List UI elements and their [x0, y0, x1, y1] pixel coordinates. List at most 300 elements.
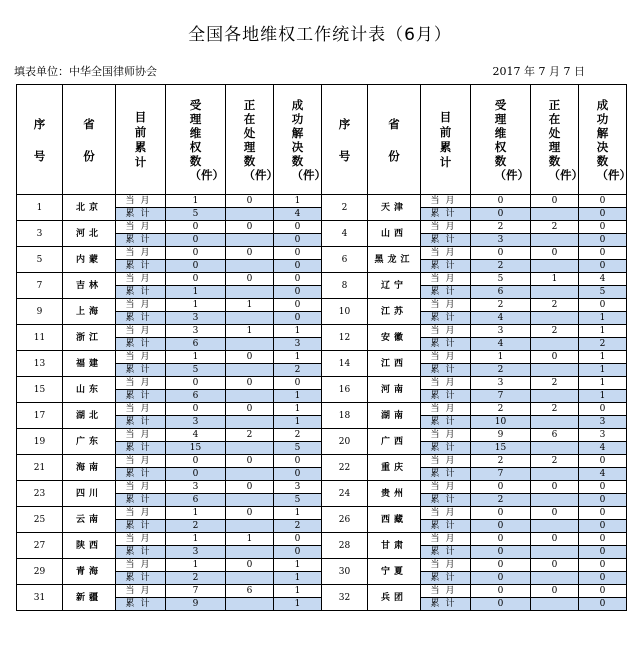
cell-accepted: 6 [471, 286, 531, 299]
cell-resolved: 0 [274, 273, 322, 286]
cell-resolved: 0 [274, 533, 322, 546]
row-seq: 21 [17, 455, 63, 481]
row-seq: 11 [17, 325, 63, 351]
row-province: 山东 [63, 377, 116, 403]
row-kind-cumulative: 累计 [421, 338, 471, 351]
row-kind-month: 当月 [116, 221, 166, 234]
row-province: 宁夏 [368, 559, 421, 585]
header-resolved: 成功解决数（件） [579, 85, 627, 195]
cell-resolved: 0 [274, 286, 322, 299]
cell-processing [531, 416, 579, 429]
row-seq: 24 [322, 481, 368, 507]
cell-resolved: 1 [579, 364, 627, 377]
cell-resolved: 1 [274, 572, 322, 585]
cell-resolved: 2 [274, 429, 322, 442]
cell-accepted: 0 [166, 234, 226, 247]
header-seq: 序号 [322, 85, 368, 195]
cell-accepted: 1 [166, 559, 226, 572]
cell-accepted: 1 [166, 286, 226, 299]
cell-processing: 0 [531, 533, 579, 546]
cell-resolved: 5 [579, 286, 627, 299]
cell-processing: 6 [226, 585, 274, 598]
table-row [17, 507, 627, 520]
cell-resolved: 0 [579, 559, 627, 572]
row-kind-month: 当月 [116, 481, 166, 494]
row-kind-cumulative: 累计 [116, 312, 166, 325]
cell-resolved: 0 [579, 520, 627, 533]
row-seq: 19 [17, 429, 63, 455]
cell-resolved: 4 [579, 442, 627, 455]
cell-resolved: 0 [579, 221, 627, 234]
row-seq: 10 [322, 299, 368, 325]
row-kind-month: 当月 [116, 429, 166, 442]
cell-processing [531, 286, 579, 299]
cell-accepted: 1 [166, 533, 226, 546]
cell-resolved: 0 [579, 598, 627, 611]
cell-accepted: 6 [166, 338, 226, 351]
cell-resolved: 4 [579, 468, 627, 481]
row-province: 重庆 [368, 455, 421, 481]
cell-processing [531, 520, 579, 533]
cell-processing [226, 208, 274, 221]
cell-resolved: 0 [274, 546, 322, 559]
cell-processing [531, 546, 579, 559]
cell-processing: 0 [531, 585, 579, 598]
row-seq: 15 [17, 377, 63, 403]
cell-processing [226, 390, 274, 403]
cell-processing [226, 286, 274, 299]
cell-resolved: 0 [579, 247, 627, 260]
row-seq: 22 [322, 455, 368, 481]
cell-processing [531, 364, 579, 377]
row-seq: 14 [322, 351, 368, 377]
cell-accepted: 0 [471, 520, 531, 533]
cell-resolved: 1 [579, 390, 627, 403]
cell-processing: 0 [226, 351, 274, 364]
cell-resolved: 1 [579, 312, 627, 325]
cell-resolved: 0 [579, 546, 627, 559]
cell-resolved: 1 [274, 585, 322, 598]
row-seq: 31 [17, 585, 63, 611]
cell-processing: 6 [531, 429, 579, 442]
row-kind-month: 当月 [421, 403, 471, 416]
cell-processing: 0 [226, 195, 274, 208]
cell-accepted: 1 [166, 507, 226, 520]
row-kind-cumulative: 累计 [421, 312, 471, 325]
header-province: 省份 [63, 85, 116, 195]
row-kind-month: 当月 [116, 195, 166, 208]
row-province: 内蒙 [63, 247, 116, 273]
cell-accepted: 3 [471, 325, 531, 338]
row-kind-cumulative: 累计 [116, 364, 166, 377]
cell-resolved: 0 [579, 481, 627, 494]
cell-accepted: 0 [166, 260, 226, 273]
cell-accepted: 0 [471, 481, 531, 494]
row-province: 广东 [63, 429, 116, 455]
cell-processing: 2 [531, 221, 579, 234]
cell-accepted: 2 [471, 299, 531, 312]
cell-resolved: 0 [579, 585, 627, 598]
row-province: 甘肃 [368, 533, 421, 559]
header-resolved: 成功解决数（件） [274, 85, 322, 195]
cell-accepted: 4 [166, 429, 226, 442]
cell-processing: 0 [226, 403, 274, 416]
cell-processing [531, 312, 579, 325]
cell-resolved: 1 [274, 351, 322, 364]
cell-accepted: 0 [471, 195, 531, 208]
cell-resolved: 1 [579, 351, 627, 364]
cell-accepted: 15 [471, 442, 531, 455]
row-seq: 4 [322, 221, 368, 247]
cell-accepted: 4 [471, 338, 531, 351]
row-kind-cumulative: 累计 [421, 390, 471, 403]
row-seq: 12 [322, 325, 368, 351]
row-kind-cumulative: 累计 [421, 520, 471, 533]
cell-resolved: 0 [274, 299, 322, 312]
cell-resolved: 1 [274, 390, 322, 403]
cell-resolved: 0 [274, 312, 322, 325]
cell-resolved: 0 [274, 455, 322, 468]
header-province: 省份 [368, 85, 421, 195]
row-kind-month: 当月 [421, 533, 471, 546]
cell-accepted: 3 [166, 481, 226, 494]
cell-resolved: 0 [579, 403, 627, 416]
row-seq: 25 [17, 507, 63, 533]
header-period: 目前累计 [421, 85, 471, 195]
row-seq: 20 [322, 429, 368, 455]
row-province: 浙江 [63, 325, 116, 351]
header-accepted: 受理维权数（件） [166, 85, 226, 195]
cell-processing: 0 [531, 195, 579, 208]
cell-resolved: 0 [274, 221, 322, 234]
cell-processing [226, 546, 274, 559]
cell-processing [531, 390, 579, 403]
cell-resolved: 1 [274, 598, 322, 611]
cell-accepted: 7 [471, 390, 531, 403]
cell-resolved: 4 [579, 273, 627, 286]
row-kind-cumulative: 累计 [116, 286, 166, 299]
cell-resolved: 1 [579, 325, 627, 338]
cell-processing: 0 [531, 351, 579, 364]
row-kind-cumulative: 累计 [116, 520, 166, 533]
cell-processing [531, 338, 579, 351]
row-kind-month: 当月 [116, 533, 166, 546]
row-province: 福建 [63, 351, 116, 377]
cell-resolved: 1 [274, 403, 322, 416]
cell-accepted: 4 [471, 312, 531, 325]
cell-processing [531, 260, 579, 273]
row-kind-month: 当月 [421, 429, 471, 442]
row-seq: 3 [17, 221, 63, 247]
cell-processing: 1 [531, 273, 579, 286]
cell-processing [531, 442, 579, 455]
cell-accepted: 0 [166, 403, 226, 416]
row-kind-month: 当月 [421, 247, 471, 260]
row-kind-cumulative: 累计 [421, 598, 471, 611]
cell-processing [531, 598, 579, 611]
cell-processing [226, 312, 274, 325]
row-kind-month: 当月 [421, 377, 471, 390]
table-row [17, 455, 627, 468]
row-kind-month: 当月 [421, 221, 471, 234]
cell-accepted: 0 [166, 377, 226, 390]
row-kind-month: 当月 [116, 403, 166, 416]
cell-accepted: 6 [166, 494, 226, 507]
cell-resolved: 0 [579, 208, 627, 221]
row-province: 青海 [63, 559, 116, 585]
header-processing: 正在处理数（件） [226, 85, 274, 195]
cell-accepted: 5 [166, 208, 226, 221]
row-kind-cumulative: 累计 [116, 338, 166, 351]
cell-resolved: 0 [579, 494, 627, 507]
cell-processing: 0 [531, 481, 579, 494]
cell-accepted: 5 [471, 273, 531, 286]
cell-resolved: 0 [579, 260, 627, 273]
row-province: 辽宁 [368, 273, 421, 299]
row-province: 新疆 [63, 585, 116, 611]
table-row [17, 221, 627, 234]
cell-resolved: 3 [274, 338, 322, 351]
cell-processing: 0 [531, 247, 579, 260]
row-seq: 32 [322, 585, 368, 611]
cell-processing: 0 [226, 221, 274, 234]
row-kind-cumulative: 累计 [116, 546, 166, 559]
cell-accepted: 7 [471, 468, 531, 481]
cell-accepted: 2 [166, 572, 226, 585]
cell-accepted: 10 [471, 416, 531, 429]
row-kind-cumulative: 累计 [421, 546, 471, 559]
table-row [17, 533, 627, 546]
cell-resolved: 3 [274, 481, 322, 494]
cell-accepted: 0 [471, 559, 531, 572]
cell-processing: 1 [226, 325, 274, 338]
row-province: 上海 [63, 299, 116, 325]
cell-processing: 2 [531, 299, 579, 312]
cell-resolved: 2 [274, 364, 322, 377]
cell-accepted: 15 [166, 442, 226, 455]
cell-resolved: 0 [579, 299, 627, 312]
cell-processing: 0 [226, 247, 274, 260]
cell-processing [226, 364, 274, 377]
row-kind-cumulative: 累计 [421, 572, 471, 585]
cell-accepted: 7 [166, 585, 226, 598]
cell-processing [226, 468, 274, 481]
cell-resolved: 5 [274, 494, 322, 507]
cell-accepted: 0 [166, 247, 226, 260]
row-seq: 16 [322, 377, 368, 403]
cell-resolved: 0 [579, 455, 627, 468]
cell-resolved: 4 [274, 208, 322, 221]
row-kind-cumulative: 累计 [421, 234, 471, 247]
cell-resolved: 0 [579, 533, 627, 546]
row-kind-month: 当月 [116, 247, 166, 260]
cell-accepted: 9 [166, 598, 226, 611]
cell-processing [226, 442, 274, 455]
cell-accepted: 0 [166, 455, 226, 468]
table-row [17, 585, 627, 598]
cell-accepted: 3 [166, 325, 226, 338]
cell-processing: 2 [531, 377, 579, 390]
table-row [17, 377, 627, 390]
cell-resolved: 3 [579, 416, 627, 429]
cell-resolved: 0 [579, 572, 627, 585]
cell-resolved: 0 [274, 247, 322, 260]
cell-processing: 0 [226, 455, 274, 468]
table-body [17, 195, 627, 611]
row-seq: 27 [17, 533, 63, 559]
cell-processing: 0 [226, 481, 274, 494]
cell-accepted: 1 [166, 299, 226, 312]
cell-processing [226, 494, 274, 507]
row-kind-month: 当月 [116, 351, 166, 364]
row-province: 云南 [63, 507, 116, 533]
cell-processing: 0 [226, 559, 274, 572]
row-province: 河南 [368, 377, 421, 403]
row-province: 吉林 [63, 273, 116, 299]
table-row [17, 429, 627, 442]
row-kind-cumulative: 累计 [421, 442, 471, 455]
cell-accepted: 0 [471, 546, 531, 559]
row-kind-month: 当月 [116, 377, 166, 390]
cell-accepted: 1 [166, 351, 226, 364]
cell-processing: 0 [531, 507, 579, 520]
cell-accepted: 3 [471, 234, 531, 247]
cell-resolved: 0 [274, 468, 322, 481]
header-row [17, 85, 627, 195]
row-kind-month: 当月 [421, 195, 471, 208]
table-row [17, 299, 627, 312]
row-kind-cumulative: 累计 [421, 468, 471, 481]
cell-processing: 2 [226, 429, 274, 442]
row-kind-cumulative: 累计 [116, 468, 166, 481]
row-seq: 18 [322, 403, 368, 429]
row-kind-cumulative: 累计 [116, 442, 166, 455]
row-kind-month: 当月 [421, 351, 471, 364]
cell-processing [531, 572, 579, 585]
row-seq: 23 [17, 481, 63, 507]
row-kind-month: 当月 [116, 507, 166, 520]
row-kind-cumulative: 累计 [421, 416, 471, 429]
cell-accepted: 0 [166, 468, 226, 481]
row-kind-cumulative: 累计 [116, 494, 166, 507]
row-province: 安徽 [368, 325, 421, 351]
table-row [17, 195, 627, 208]
table-row [17, 559, 627, 572]
cell-resolved: 3 [579, 429, 627, 442]
cell-resolved: 5 [274, 442, 322, 455]
cell-processing: 2 [531, 403, 579, 416]
cell-processing: 0 [226, 507, 274, 520]
cell-processing [226, 598, 274, 611]
cell-resolved: 2 [274, 520, 322, 533]
row-kind-month: 当月 [421, 507, 471, 520]
row-province: 天津 [368, 195, 421, 221]
cell-accepted: 3 [471, 377, 531, 390]
cell-processing [531, 468, 579, 481]
row-province: 四川 [63, 481, 116, 507]
cell-processing [531, 234, 579, 247]
row-province: 江西 [368, 351, 421, 377]
table-row [17, 273, 627, 286]
cell-processing [531, 494, 579, 507]
row-kind-month: 当月 [421, 325, 471, 338]
cell-processing: 1 [226, 533, 274, 546]
row-province: 湖北 [63, 403, 116, 429]
row-kind-month: 当月 [421, 481, 471, 494]
cell-processing [531, 208, 579, 221]
row-seq: 30 [322, 559, 368, 585]
cell-processing [226, 260, 274, 273]
header-processing: 正在处理数（件） [531, 85, 579, 195]
row-province: 河北 [63, 221, 116, 247]
cell-resolved: 1 [274, 559, 322, 572]
cell-accepted: 5 [166, 364, 226, 377]
table-row [17, 325, 627, 338]
cell-accepted: 0 [471, 598, 531, 611]
row-kind-cumulative: 累计 [421, 494, 471, 507]
row-province: 西藏 [368, 507, 421, 533]
cell-accepted: 2 [471, 494, 531, 507]
cell-resolved: 0 [579, 507, 627, 520]
cell-processing [226, 234, 274, 247]
row-kind-month: 当月 [421, 299, 471, 312]
cell-accepted: 0 [166, 273, 226, 286]
cell-resolved: 1 [274, 195, 322, 208]
row-kind-month: 当月 [421, 455, 471, 468]
cell-resolved: 0 [274, 260, 322, 273]
cell-accepted: 0 [471, 247, 531, 260]
table-row [17, 247, 627, 260]
header-period: 目前累计 [116, 85, 166, 195]
cell-accepted: 3 [166, 546, 226, 559]
cell-processing [226, 338, 274, 351]
row-seq: 9 [17, 299, 63, 325]
row-province: 黑龙江 [368, 247, 421, 273]
table-row [17, 351, 627, 364]
row-seq: 17 [17, 403, 63, 429]
cell-processing: 0 [226, 377, 274, 390]
row-kind-cumulative: 累计 [116, 208, 166, 221]
row-province: 江苏 [368, 299, 421, 325]
row-province: 广西 [368, 429, 421, 455]
cell-accepted: 0 [471, 507, 531, 520]
row-province: 陕西 [63, 533, 116, 559]
row-seq: 6 [322, 247, 368, 273]
cell-accepted: 2 [471, 455, 531, 468]
row-kind-month: 当月 [421, 559, 471, 572]
header-seq: 序号 [17, 85, 63, 195]
row-kind-cumulative: 累计 [116, 234, 166, 247]
cell-accepted: 0 [471, 533, 531, 546]
row-kind-cumulative: 累计 [421, 286, 471, 299]
cell-accepted: 0 [166, 221, 226, 234]
row-seq: 13 [17, 351, 63, 377]
row-province: 湖南 [368, 403, 421, 429]
cell-accepted: 0 [471, 585, 531, 598]
reporting-unit: 填表单位：中华全国律师协会 [14, 65, 157, 78]
row-kind-cumulative: 累计 [116, 390, 166, 403]
cell-accepted: 1 [471, 351, 531, 364]
row-kind-month: 当月 [116, 559, 166, 572]
cell-processing [226, 520, 274, 533]
cell-accepted: 1 [166, 195, 226, 208]
cell-processing: 0 [226, 273, 274, 286]
row-kind-month: 当月 [116, 325, 166, 338]
cell-accepted: 3 [166, 416, 226, 429]
statistics-table [16, 84, 631, 611]
cell-accepted: 2 [471, 403, 531, 416]
table-row [17, 403, 627, 416]
